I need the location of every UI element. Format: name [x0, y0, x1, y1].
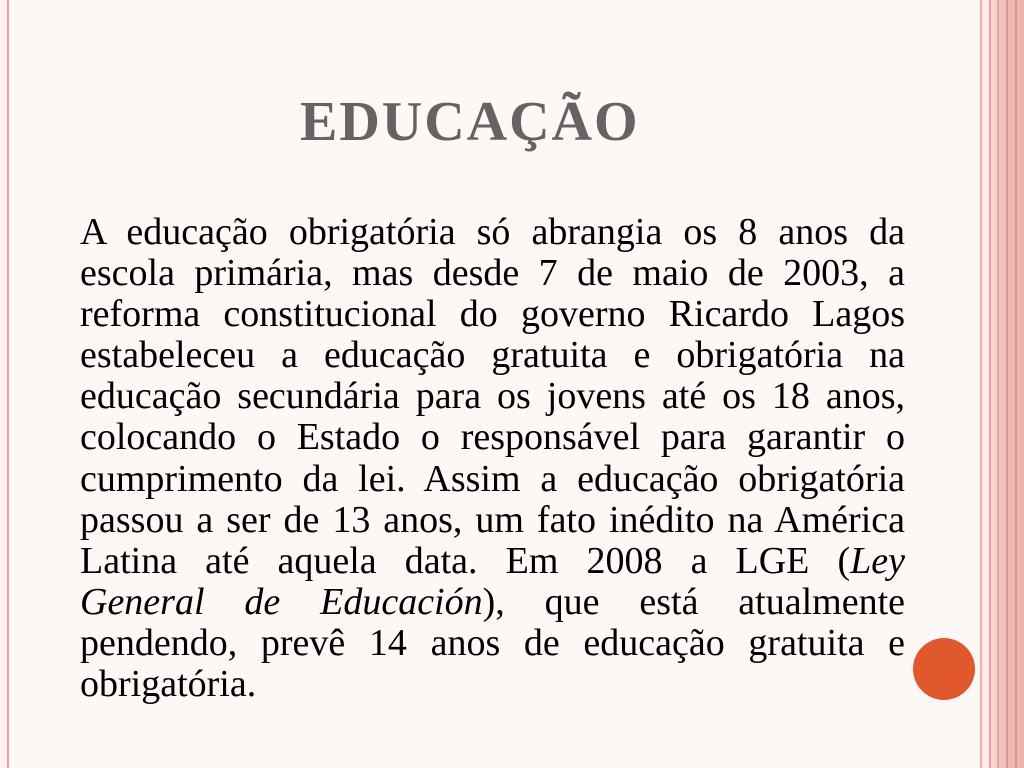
- body-line-8: [80, 500, 905, 541]
- slide-title: EDUCAÇÃO: [300, 91, 640, 153]
- body-line-text: obrigatória.: [80, 663, 257, 706]
- right-border-stripe: [999, 0, 1006, 768]
- body-line-1: [80, 212, 905, 253]
- body-line-2: [80, 253, 905, 294]
- body-line-text: passou a ser de 13 anos, um fato inédito na América: [80, 498, 905, 541]
- body-line-text: educação secundária para os jovens até os 18 anos,: [80, 375, 905, 418]
- body-line-4: [80, 335, 905, 376]
- right-border-stripe: [982, 0, 989, 768]
- body-line-12: [80, 664, 905, 705]
- body-paragraph: [80, 212, 905, 705]
- body-line-6: [80, 417, 905, 458]
- body-line-text: escola primária, mas desde 7 de maio de 2003, a: [80, 252, 905, 295]
- body-line-text: estabeleceu a educação gratuita e obrigatória na: [80, 334, 905, 377]
- italic-text: Ley: [850, 539, 905, 582]
- body-line-text: Latina até aquela data. Em 2008 a LGE (: [80, 539, 851, 582]
- left-border-line: [7, 0, 9, 768]
- orange-circle-decoration: [913, 638, 975, 700]
- body-line-3: [80, 294, 905, 335]
- body-line-9: [80, 541, 905, 582]
- body-line-text: colocando o Estado o responsável para garantir o: [80, 416, 905, 459]
- body-line-11: [80, 623, 905, 664]
- body-line-10: [80, 582, 905, 623]
- right-border-stripe: [1008, 0, 1015, 768]
- body-line-text: ), que está atualmente: [482, 580, 906, 623]
- body-line-7: [80, 459, 905, 500]
- body-line-text: cumprimento da lei. Assim a educação obrigatória: [80, 457, 905, 500]
- left-border-strip: [0, 0, 7, 768]
- body-line-text: reforma constitucional do governo Ricardo Lagos: [80, 293, 905, 336]
- right-border-stripe: [1017, 0, 1024, 768]
- body-line-5: [80, 376, 905, 417]
- italic-text: General de Educación: [80, 580, 483, 623]
- body-line-text: A educação obrigatória só abrangia os 8 anos da: [80, 211, 905, 253]
- body-line-text: pendendo, prevê 14 anos de educação gratuita e: [80, 621, 905, 664]
